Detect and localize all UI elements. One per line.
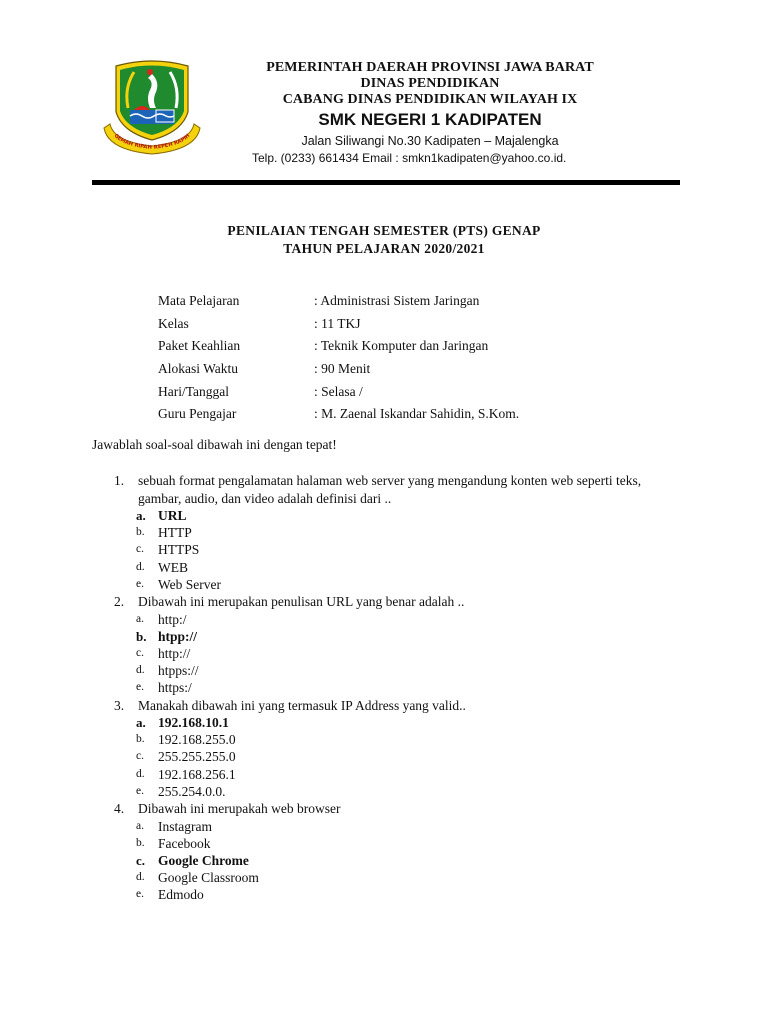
option-letter: e. [136,784,144,797]
question-text: Dibawah ini merupakan penulisan URL yang benar adalah .. [138,594,465,610]
info-row [158,405,519,428]
letterhead-divider [92,180,680,185]
option-letter: a. [136,819,144,832]
info-value: : Administrasi Sistem Jaringan [314,293,480,308]
answer-option [114,783,684,800]
option-letter: d. [136,664,145,677]
question [114,800,684,818]
option-letter: b. [136,733,145,746]
answer-option [114,679,684,696]
answer-option [114,524,684,541]
answer-option [114,576,684,593]
info-row [158,292,519,315]
info-value: : Selasa / [314,383,363,399]
exam-info-table [158,292,519,428]
question-text: Dibawah ini merupakah web browser [138,801,341,817]
school-address: Jalan Siliwangi No.30 Kadipaten – Majalengka [301,134,559,148]
option-letter: c. [136,646,144,659]
option-text: Google Classroom [158,870,259,886]
info-label: Paket Keahlian [158,338,241,354]
info-row [158,337,519,360]
letterhead [230,60,630,149]
option-text: 192.168.10.1 [158,715,229,731]
option-text: http:/ [158,611,187,627]
question-number: 3. [114,697,125,713]
question-list [114,472,684,904]
option-text: Google Chrome [158,852,249,868]
info-value: : 11 TKJ [314,315,361,331]
info-row [158,360,519,383]
option-letter: a. [136,508,146,523]
option-text: WEB [158,559,188,575]
answer-option [114,818,684,835]
option-letter: e. [136,577,144,590]
question-number: 1. [114,473,125,488]
answer-option [114,886,684,903]
answer-option [114,731,684,748]
answer-option [114,541,684,558]
question-text: sebuah format pengalamatan halaman web server yang mengandung konten web seperti teks, gambar, audio, dan video adalah definisi dari .. [138,473,642,506]
option-letter: d. [136,871,145,884]
exam-title-line2: TAHUN PELAJARAN 2020/2021 [283,241,485,256]
option-letter: c. [136,543,144,556]
option-text: htpps:// [158,663,199,679]
info-label: Alokasi Waktu [158,361,239,377]
exam-title-line1: PENILAIAN TENGAH SEMESTER (PTS) GENAP [227,223,541,238]
info-value: : M. Zaenal Iskandar Sahidin, S.Kom. [314,406,520,422]
info-label: Mata Pelajaran [158,293,240,308]
provincial-emblem-logo [98,58,206,158]
option-text: HTTPS [158,542,200,558]
info-label: Guru Pengajar [158,406,237,422]
question [114,697,684,715]
option-text: 255.254.0.0. [158,783,226,799]
answer-option [114,714,684,731]
answer-option [114,507,684,524]
info-label: Kelas [158,315,189,331]
exam-title [0,222,768,258]
option-text: Edmodo [158,887,204,903]
option-letter: b. [136,836,145,849]
answer-option [114,628,684,645]
answer-option [114,869,684,886]
option-letter: e. [136,681,144,694]
option-letter: b. [136,628,147,644]
question-number: 2. [114,594,125,610]
question-number: 4. [114,801,125,817]
answer-option [114,611,684,628]
option-text: 255.255.255.0 [158,749,236,765]
letterhead-branch: CABANG DINAS PENDIDIKAN WILAYAH IX [282,92,578,107]
option-text: http:// [158,645,191,661]
option-text: htpp:// [158,628,198,644]
option-text: 192.168.255.0 [158,732,236,748]
option-letter: a. [136,612,144,625]
option-letter: c. [136,750,144,763]
answer-option [114,645,684,662]
option-text: URL [158,508,187,523]
answer-option [114,662,684,679]
info-label: Hari/Tanggal [158,383,230,399]
option-letter: e. [136,888,144,901]
instruction-text: Jawablah soal-soal dibawah ini dengan tepat! [92,437,337,452]
letterhead-government: PEMERINTAH DAERAH PROVINSI JAWA BARAT [266,60,594,75]
option-text: Web Server [158,576,222,592]
logo-motto: GEMAH RIPAH REPEH RAPIH [112,132,192,151]
option-text: Instagram [158,818,212,834]
option-text: Facebook [158,835,211,851]
question-text: Manakah dibawah ini yang termasuk IP Address yang valid.. [138,697,466,713]
option-letter: d. [136,560,145,573]
answer-option [114,748,684,765]
answer-option [114,559,684,576]
info-row [158,383,519,406]
question [114,593,684,611]
answer-option [114,766,684,783]
option-letter: a. [136,715,146,731]
option-text: https:/ [158,680,192,696]
option-letter: b. [136,526,145,539]
option-text: 192.168.256.1 [158,766,236,782]
info-value: : Teknik Komputer dan Jaringan [314,338,489,354]
info-value: : 90 Menit [314,361,371,377]
question [114,472,684,507]
answer-option [114,835,684,852]
option-text: HTTP [158,525,192,541]
option-letter: c. [136,852,146,868]
letterhead-department: DINAS PENDIDIKAN [360,76,500,91]
info-row [158,315,519,338]
school-contact: Telp. (0233) 661434 Email : smkn1kadipaten@yahoo.co.id. [252,151,567,165]
school-name: SMK NEGERI 1 KADIPATEN [318,110,542,129]
answer-option [114,852,684,869]
option-letter: d. [136,767,145,780]
